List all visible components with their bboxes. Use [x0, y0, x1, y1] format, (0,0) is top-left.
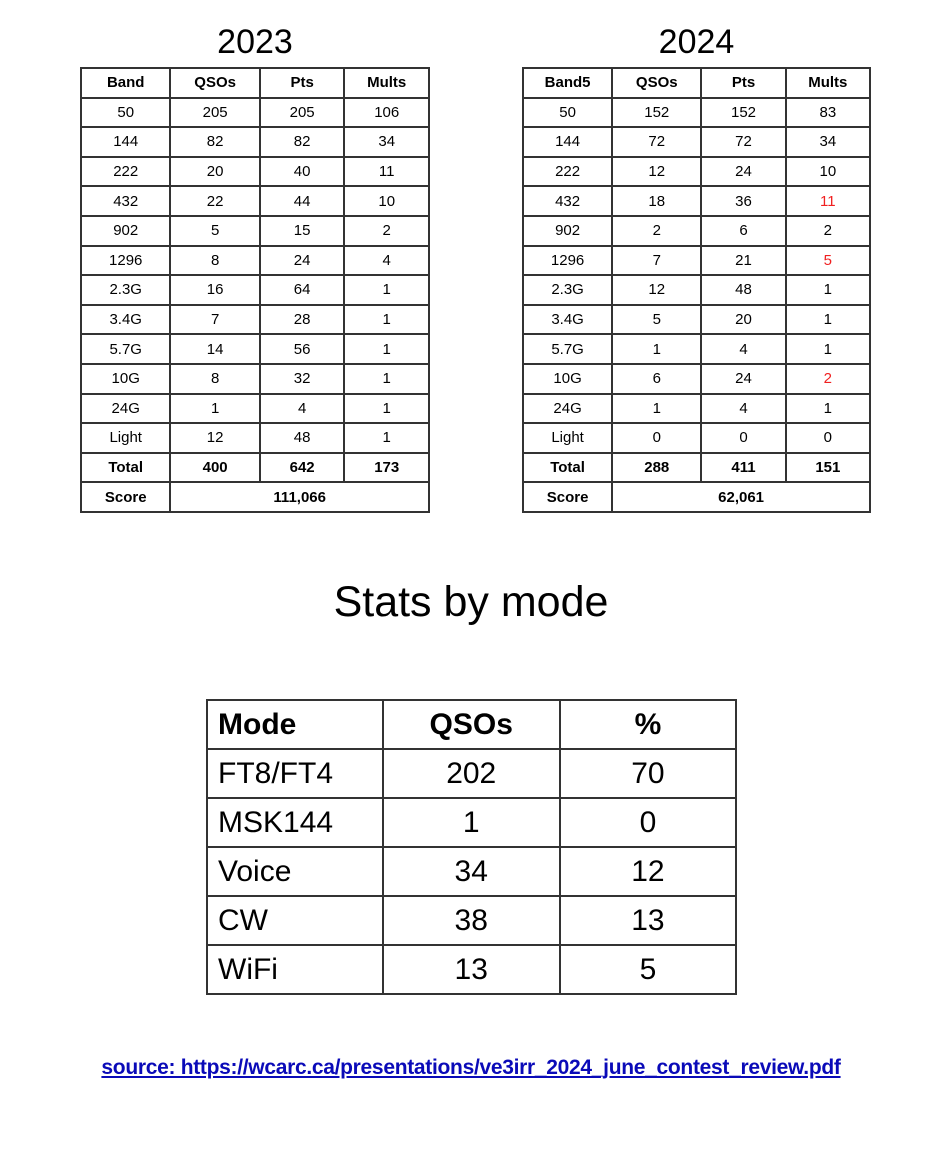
mode-cell-mode: CW [207, 896, 383, 945]
band-cell-qsos: 6 [612, 364, 701, 394]
band-total-cell: Total [523, 453, 612, 483]
band-cell-band: 2.3G [523, 275, 612, 305]
band-row [81, 127, 429, 157]
band-cell-band: 432 [523, 186, 612, 216]
band-score-label: Score [523, 482, 612, 512]
band-cell-band: 222 [523, 157, 612, 187]
mode-cell-pct: 12 [560, 847, 736, 896]
band-cell-qsos: 22 [170, 186, 259, 216]
band-cell-pts: 72 [701, 127, 785, 157]
mode-cell-pct: 0 [560, 798, 736, 847]
band-cell-mults: 10 [344, 186, 429, 216]
band-cell-band: 144 [523, 127, 612, 157]
band-cell-qsos: 205 [170, 98, 259, 128]
mode-table-body [207, 749, 736, 994]
band-row [81, 157, 429, 187]
mode-header-cell: QSOs [383, 700, 560, 749]
band-cell-qsos: 12 [170, 423, 259, 453]
band-row [81, 98, 429, 128]
band-row [523, 364, 870, 394]
mode-header-cell: Mode [207, 700, 383, 749]
band-cell-pts: 20 [701, 305, 785, 335]
band-cell-pts: 36 [701, 186, 785, 216]
band-cell-qsos: 152 [612, 98, 701, 128]
band-cell-pts: 82 [260, 127, 345, 157]
band-cell-band: 24G [81, 394, 170, 424]
band-cell-mults: 1 [786, 305, 870, 335]
band-cell-band: 5.7G [81, 334, 170, 364]
band-total-cell: 411 [701, 453, 785, 483]
mode-cell-mode: MSK144 [207, 798, 383, 847]
source-row [0, 1056, 942, 1080]
band-table-2024 [522, 67, 871, 513]
band-cell-mults: 1 [344, 275, 429, 305]
band-cell-qsos: 12 [612, 157, 701, 187]
band-header-cell: Pts [260, 68, 345, 98]
band-cell-mults: 0 [786, 423, 870, 453]
band-cell-qsos: 16 [170, 275, 259, 305]
band-row [523, 394, 870, 424]
band-cell-qsos: 1 [612, 334, 701, 364]
band-cell-qsos: 5 [612, 305, 701, 335]
band-cell-qsos: 1 [170, 394, 259, 424]
band-cell-pts: 24 [701, 364, 785, 394]
mode-cell-qsos: 38 [383, 896, 560, 945]
band-table-2024-section [522, 20, 871, 513]
band-row [523, 334, 870, 364]
stats-by-mode-title: Stats by mode [333, 578, 609, 626]
band-row [523, 275, 870, 305]
band-cell-qsos: 8 [170, 364, 259, 394]
band-cell-pts: 24 [701, 157, 785, 187]
band-header-cell: QSOs [170, 68, 259, 98]
mode-row [207, 749, 736, 798]
band-table-2023-section [80, 20, 430, 513]
band-cell-pts: 152 [701, 98, 785, 128]
band-cell-mults: 10 [786, 157, 870, 187]
band-cell-qsos: 12 [612, 275, 701, 305]
band-cell-band: 50 [81, 98, 170, 128]
band-cell-mults: 1 [344, 423, 429, 453]
band-row [81, 275, 429, 305]
band-cell-mults: 2 [344, 216, 429, 246]
mode-cell-qsos: 202 [383, 749, 560, 798]
band-cell-pts: 64 [260, 275, 345, 305]
band-cell-band: 902 [81, 216, 170, 246]
band-cell-band: 1296 [81, 246, 170, 276]
table-title-2024: 2024 [658, 23, 735, 61]
band-cell-band: 902 [523, 216, 612, 246]
band-cell-mults: 1 [786, 275, 870, 305]
band-cell-pts: 48 [260, 423, 345, 453]
band-cell-mults: 2 [786, 216, 870, 246]
band-row [81, 305, 429, 335]
band-score-value: 62,061 [612, 482, 870, 512]
mode-cell-pct: 5 [560, 945, 736, 994]
band-cell-band: 222 [81, 157, 170, 187]
band-cell-band: 2.3G [81, 275, 170, 305]
band-cell-band: 10G [81, 364, 170, 394]
band-cell-qsos: 82 [170, 127, 259, 157]
source-link[interactable]: source: https://wcarc.ca/presentations/ve3irr_2024_june_contest_review.pdf [101, 1056, 841, 1079]
mode-table-head [207, 700, 736, 749]
band-cell-band: 1296 [523, 246, 612, 276]
band-cell-qsos: 8 [170, 246, 259, 276]
band-total-cell: 151 [786, 453, 870, 483]
band-cell-mults: 4 [344, 246, 429, 276]
band-cell-mults: 1 [786, 334, 870, 364]
band-cell-mults: 1 [344, 334, 429, 364]
band-cell-mults: 106 [344, 98, 429, 128]
band-cell-pts: 40 [260, 157, 345, 187]
band-cell-pts: 21 [701, 246, 785, 276]
band-cell-qsos: 5 [170, 216, 259, 246]
band-row [81, 334, 429, 364]
table-title-2023: 2023 [217, 23, 293, 61]
mode-header-row [207, 700, 736, 749]
band-header-cell: Mults [786, 68, 870, 98]
band-total-cell: 173 [344, 453, 429, 483]
band-row [523, 98, 870, 128]
band-cell-mults: 1 [786, 394, 870, 424]
band-cell-pts: 4 [260, 394, 345, 424]
band-table-2023-head [81, 68, 429, 98]
band-cell-band: 50 [523, 98, 612, 128]
band-cell-band: 144 [81, 127, 170, 157]
band-row [523, 157, 870, 187]
mode-cell-qsos: 13 [383, 945, 560, 994]
band-cell-mults: 34 [344, 127, 429, 157]
band-cell-band: 5.7G [523, 334, 612, 364]
band-cell-qsos: 72 [612, 127, 701, 157]
band-cell-mults: 1 [344, 364, 429, 394]
band-cell-band: 3.4G [523, 305, 612, 335]
band-header-cell: Band [81, 68, 170, 98]
band-cell-pts: 4 [701, 334, 785, 364]
band-table-2023-body [81, 98, 429, 512]
band-cell-band: 432 [81, 186, 170, 216]
band-row [81, 186, 429, 216]
band-table-2024-head [523, 68, 870, 98]
band-cell-mults: 2 [786, 364, 870, 394]
band-cell-mults: 11 [786, 186, 870, 216]
band-cell-mults: 5 [786, 246, 870, 276]
band-row [523, 423, 870, 453]
band-cell-band: 3.4G [81, 305, 170, 335]
band-total-cell: Total [81, 453, 170, 483]
band-cell-band: Light [523, 423, 612, 453]
band-table-2024-body [523, 98, 870, 512]
band-total-row [81, 453, 429, 483]
band-cell-pts: 24 [260, 246, 345, 276]
band-score-label: Score [81, 482, 170, 512]
band-cell-pts: 205 [260, 98, 345, 128]
band-row [523, 127, 870, 157]
mode-row [207, 798, 736, 847]
band-header-row [81, 68, 429, 98]
band-cell-pts: 44 [260, 186, 345, 216]
mode-table [206, 699, 737, 995]
band-header-cell: QSOs [612, 68, 701, 98]
mode-cell-mode: WiFi [207, 945, 383, 994]
band-total-cell: 400 [170, 453, 259, 483]
mode-cell-qsos: 34 [383, 847, 560, 896]
band-cell-pts: 6 [701, 216, 785, 246]
band-cell-pts: 32 [260, 364, 345, 394]
band-score-row [523, 482, 870, 512]
band-cell-mults: 34 [786, 127, 870, 157]
band-cell-qsos: 18 [612, 186, 701, 216]
band-header-cell: Pts [701, 68, 785, 98]
band-cell-mults: 1 [344, 305, 429, 335]
band-total-cell: 288 [612, 453, 701, 483]
band-row [81, 216, 429, 246]
band-cell-pts: 0 [701, 423, 785, 453]
band-cell-pts: 56 [260, 334, 345, 364]
band-row [81, 394, 429, 424]
mode-table-section [206, 699, 737, 995]
band-row [523, 216, 870, 246]
band-cell-qsos: 7 [612, 246, 701, 276]
band-header-row [523, 68, 870, 98]
mode-row [207, 847, 736, 896]
mode-cell-pct: 13 [560, 896, 736, 945]
mode-cell-mode: FT8/FT4 [207, 749, 383, 798]
mode-header-cell: % [560, 700, 736, 749]
band-cell-mults: 11 [344, 157, 429, 187]
band-header-cell: Mults [344, 68, 429, 98]
band-cell-pts: 48 [701, 275, 785, 305]
band-cell-qsos: 20 [170, 157, 259, 187]
band-cell-mults: 1 [344, 394, 429, 424]
band-score-value: 111,066 [170, 482, 429, 512]
mode-cell-mode: Voice [207, 847, 383, 896]
band-row [81, 246, 429, 276]
band-row [523, 246, 870, 276]
band-row [523, 305, 870, 335]
band-cell-band: 10G [523, 364, 612, 394]
band-cell-qsos: 2 [612, 216, 701, 246]
band-cell-qsos: 0 [612, 423, 701, 453]
band-cell-band: Light [81, 423, 170, 453]
band-cell-mults: 83 [786, 98, 870, 128]
band-cell-qsos: 7 [170, 305, 259, 335]
band-row [81, 364, 429, 394]
mode-cell-pct: 70 [560, 749, 736, 798]
band-total-row [523, 453, 870, 483]
mode-row [207, 945, 736, 994]
band-cell-pts: 28 [260, 305, 345, 335]
band-table-2023 [80, 67, 430, 513]
band-cell-pts: 15 [260, 216, 345, 246]
band-cell-qsos: 1 [612, 394, 701, 424]
band-score-row [81, 482, 429, 512]
band-row [523, 186, 870, 216]
band-row [81, 423, 429, 453]
band-header-cell: Band5 [523, 68, 612, 98]
mode-row [207, 896, 736, 945]
band-total-cell: 642 [260, 453, 345, 483]
band-cell-pts: 4 [701, 394, 785, 424]
band-cell-qsos: 14 [170, 334, 259, 364]
band-cell-band: 24G [523, 394, 612, 424]
mode-cell-qsos: 1 [383, 798, 560, 847]
